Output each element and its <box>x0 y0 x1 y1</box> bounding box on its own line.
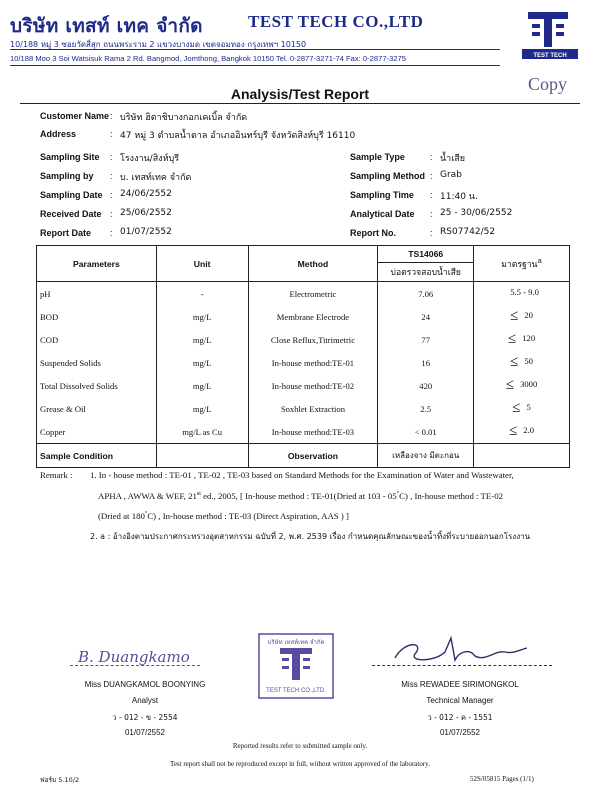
remark-line-3-b: C) , In-house method : TE-03 (Direct Aspiration, AAS ) ] <box>147 511 349 521</box>
colon: : <box>430 209 433 219</box>
parameter-cell: Suspended Solids <box>37 351 157 374</box>
result-cell: < 0.01 <box>378 420 474 444</box>
empty-cell <box>474 444 570 468</box>
less-equal-symbol: ≤ <box>509 423 518 439</box>
header-standard <box>474 246 570 282</box>
standard-value: 120 <box>522 333 536 343</box>
sample-condition-label: Sample Condition <box>37 444 157 468</box>
report-title: Analysis/Test Report <box>230 86 370 102</box>
result-cell: 16 <box>378 351 474 374</box>
colon: : <box>110 171 113 181</box>
colon: : <box>110 209 113 219</box>
sampling-site-label: Sampling Site <box>40 152 100 162</box>
page-reference: 52S/05815 Pages (1/1) <box>470 775 534 783</box>
company-name-thai: บริษัท เทสท์ เทค จำกัด <box>10 15 203 37</box>
method-cell: Electrometric <box>248 282 378 306</box>
manager-role: Technical Manager <box>426 696 494 705</box>
stamp-bottom-text: TEST TECH CO.,LTD. <box>266 688 326 694</box>
standard-value: 50 <box>524 356 533 366</box>
table-header-row <box>37 246 570 263</box>
form-code: ฟอร์ม 5.10/2 <box>40 776 80 784</box>
analyst-sign-date: ว - 012 - ข - 2554 <box>112 713 178 722</box>
degree-symbol: ° <box>396 491 400 498</box>
table-row <box>37 282 570 306</box>
parameter-cell: COD <box>37 328 157 351</box>
sampling-method-label: Sampling Method <box>350 171 425 181</box>
colon: : <box>110 190 113 200</box>
report-date-value: 01/07/2552 <box>120 227 172 237</box>
less-equal-symbol: ≤ <box>512 400 521 416</box>
analyst-signature-text: B. Duangkamol <box>78 648 190 666</box>
unit-cell: mg/L <box>156 351 248 374</box>
less-equal-symbol: ≤ <box>510 308 519 324</box>
company-logo-icon <box>518 10 582 60</box>
colon: : <box>430 228 433 238</box>
result-cell: 24 <box>378 305 474 328</box>
footer-note-reproduction: Test report shall not be reproduced except in full, without written approved of the laboratory. <box>170 760 430 768</box>
colon: : <box>110 111 113 121</box>
table-row <box>37 397 570 420</box>
report-no-value: RS07742/52 <box>440 227 496 237</box>
remark-label: Remark : <box>40 470 73 480</box>
standard-cell <box>474 374 570 397</box>
colon: : <box>110 228 113 238</box>
unit-cell: mg/L <box>156 305 248 328</box>
stamp-top-text: บริษัท เทสท์เทค จำกัด <box>267 639 325 646</box>
less-equal-symbol: ≤ <box>510 354 519 370</box>
sample-condition-row <box>37 444 570 468</box>
standard-cell <box>474 351 570 374</box>
footer-note-results: Reported results refer to submitted sample only. <box>232 742 368 750</box>
sampling-time-value: 11:40 น. <box>440 192 478 202</box>
method-cell: Soxhlet Extraction <box>248 397 378 420</box>
customer-name-value: บริษัท ฮิตาชิบางกอกเคเบิ้ล จำกัด <box>120 113 248 123</box>
sampling-date-value: 24/06/2552 <box>120 189 172 199</box>
header-divider <box>10 49 500 50</box>
unit-cell: - <box>156 282 248 306</box>
standard-cell <box>474 305 570 328</box>
table-row <box>37 305 570 328</box>
less-equal-symbol: ≤ <box>505 377 515 393</box>
report-date-label: Report Date <box>40 228 92 238</box>
sampling-method-value: Grab <box>440 170 462 180</box>
result-cell: 77 <box>378 328 474 351</box>
header-divider-lower <box>10 65 500 66</box>
logo-text: TEST TECH <box>533 53 567 59</box>
colon: : <box>430 152 433 162</box>
table-row <box>37 351 570 374</box>
analyst-role: Analyst <box>131 696 159 705</box>
sampling-by-value: บ. เทสท์เทค จำกัด <box>120 173 192 183</box>
remark-line-4: 2. a : อ้างอิงตามประกาศกระทรวงอุตสาหกรรม ฉบับที่ 2, พ.ศ. 2539 เรื่อง กำหนดคุณลักษณะของน้ำทิ้งที่ระบายออกนอกโรงงาน <box>90 532 531 541</box>
sampling-time-label: Sampling Time <box>350 190 414 200</box>
analyst-date: 01/07/2552 <box>124 728 166 737</box>
colon: : <box>430 190 433 200</box>
unit-cell: mg/L <box>156 374 248 397</box>
header-unit: Unit <box>156 246 248 282</box>
empty-cell <box>156 444 248 468</box>
manager-date: 01/07/2552 <box>439 728 481 737</box>
received-date-value: 25/06/2552 <box>120 208 172 218</box>
manager-signature <box>385 632 535 668</box>
method-cell: In-house method:TE-01 <box>248 351 378 374</box>
unit-cell: mg/L <box>156 397 248 420</box>
header-standard-sup: a <box>537 256 542 266</box>
header-parameters: Parameters <box>37 246 157 282</box>
analyst-name: Miss DUANGKAMOL BOONYING <box>84 680 206 689</box>
degree-symbol: ° <box>144 511 148 518</box>
standard-value: 2.0 <box>523 425 535 435</box>
header-sample-desc: บ่อตรวจสอบน้ำเสีย <box>378 263 474 282</box>
sample-type-value: น้ำเสีย <box>440 154 466 164</box>
signature-line-left <box>70 665 200 666</box>
result-cell: 420 <box>378 374 474 397</box>
parameter-cell: Copper <box>37 420 157 444</box>
signature-line-right <box>372 665 552 666</box>
title-divider <box>20 103 580 104</box>
table-body <box>37 282 570 444</box>
standard-cell <box>474 397 570 420</box>
manager-name: Miss REWADEE SIRIMONGKOL <box>401 680 519 689</box>
observation-value: เหลืองจาง มีตะกอน <box>378 444 474 468</box>
parameter-cell: BOD <box>37 305 157 328</box>
standard-cell <box>474 282 570 306</box>
method-cell: In-house method:TE-03 <box>248 420 378 444</box>
standard-value: 5 <box>526 402 531 412</box>
method-cell: Close Reflux,Titrimetric <box>248 328 378 351</box>
company-address-english: 10/188 Moo 3 Soi Watsisuk Rama 2 Rd. Bangmod, Jomthong, Bangkok 10150 Tel. 0-2877-3271-74 Fax: 0-2877-3275 <box>10 54 406 63</box>
table-row <box>37 328 570 351</box>
parameter-cell: Total Dissolved Solids <box>37 374 157 397</box>
table-row <box>37 374 570 397</box>
sampling-date-label: Sampling Date <box>40 190 103 200</box>
remark-line-2-a: APHA , AWWA & WEF, 21 <box>98 491 197 501</box>
standard-cell <box>474 328 570 351</box>
sampling-site-value: โรงงาน/สิงห์บุรี <box>120 154 180 164</box>
sample-type-label: Sample Type <box>350 152 405 162</box>
header-sample-id: TS14066 <box>378 246 474 263</box>
received-date-label: Received Date <box>40 209 102 219</box>
report-no-label: Report No. <box>350 228 396 238</box>
analytical-date-value: 25 - 30/06/2552 <box>440 208 513 218</box>
parameter-cell: pH <box>37 282 157 306</box>
customer-name-label: Customer Name <box>40 111 110 121</box>
method-cell: Membrane Electrode <box>248 305 378 328</box>
table-row <box>37 420 570 444</box>
standard-value: 3000 <box>520 379 538 389</box>
parameter-cell: Grease & Oil <box>37 397 157 420</box>
company-address-thai: 10/188 หมู่ 3 ซอยวัดสี่สุก ถนนพระราม 2 แขวงบางมด เขตจอมทอง กรุงเทพฯ 10150 <box>10 40 307 49</box>
company-stamp-icon <box>258 633 334 699</box>
copy-mark: Copy <box>528 74 568 94</box>
company-name-english: TEST TECH CO.,LTD <box>248 12 424 31</box>
remark-line-2 <box>98 491 503 501</box>
remark-line-2-sup: st <box>196 491 201 498</box>
unit-cell: mg/L <box>156 328 248 351</box>
header-method: Method <box>248 246 378 282</box>
sampling-by-label: Sampling by <box>40 171 94 181</box>
remark-line-2-b: ed., 2005, [ In-house method : TE-01(Dried at 103 - 05 <box>203 491 397 501</box>
standard-value: 5.5 - 9.0 <box>510 287 539 297</box>
result-cell: 2.5 <box>378 397 474 420</box>
remark-line-3 <box>98 511 349 521</box>
unit-cell: mg/L as Cu <box>156 420 248 444</box>
address-label: Address <box>40 129 77 139</box>
address-value: 47 หมู่ 3 ตำบลน้ำตาล อำเภออินทร์บุรี จังหวัดสิงห์บุรี 16110 <box>120 131 356 141</box>
less-equal-symbol: ≤ <box>508 331 517 347</box>
method-cell: In-house method:TE-02 <box>248 374 378 397</box>
remark-line-2-c: C) , In-house method : TE-02 <box>399 491 503 501</box>
header-standard-text: มาตรฐาน <box>501 259 538 270</box>
colon: : <box>430 171 433 181</box>
standard-cell <box>474 420 570 444</box>
results-table <box>36 245 570 468</box>
manager-sign-date: ว - 012 - ค - 1551 <box>427 713 493 722</box>
remark-line-3-a: (Dried at 180 <box>98 511 145 521</box>
analytical-date-label: Analytical Date <box>350 209 415 219</box>
colon: : <box>110 129 113 139</box>
remark-line-1: 1. In - house method : TE-01 , TE-02 , TE-03 based on Standard Methods for the Examination of Water and Wastewater, <box>90 470 514 480</box>
observation-label: Observation <box>248 444 378 468</box>
result-cell: 7.06 <box>378 282 474 306</box>
colon: : <box>110 152 113 162</box>
standard-value: 20 <box>524 310 533 320</box>
